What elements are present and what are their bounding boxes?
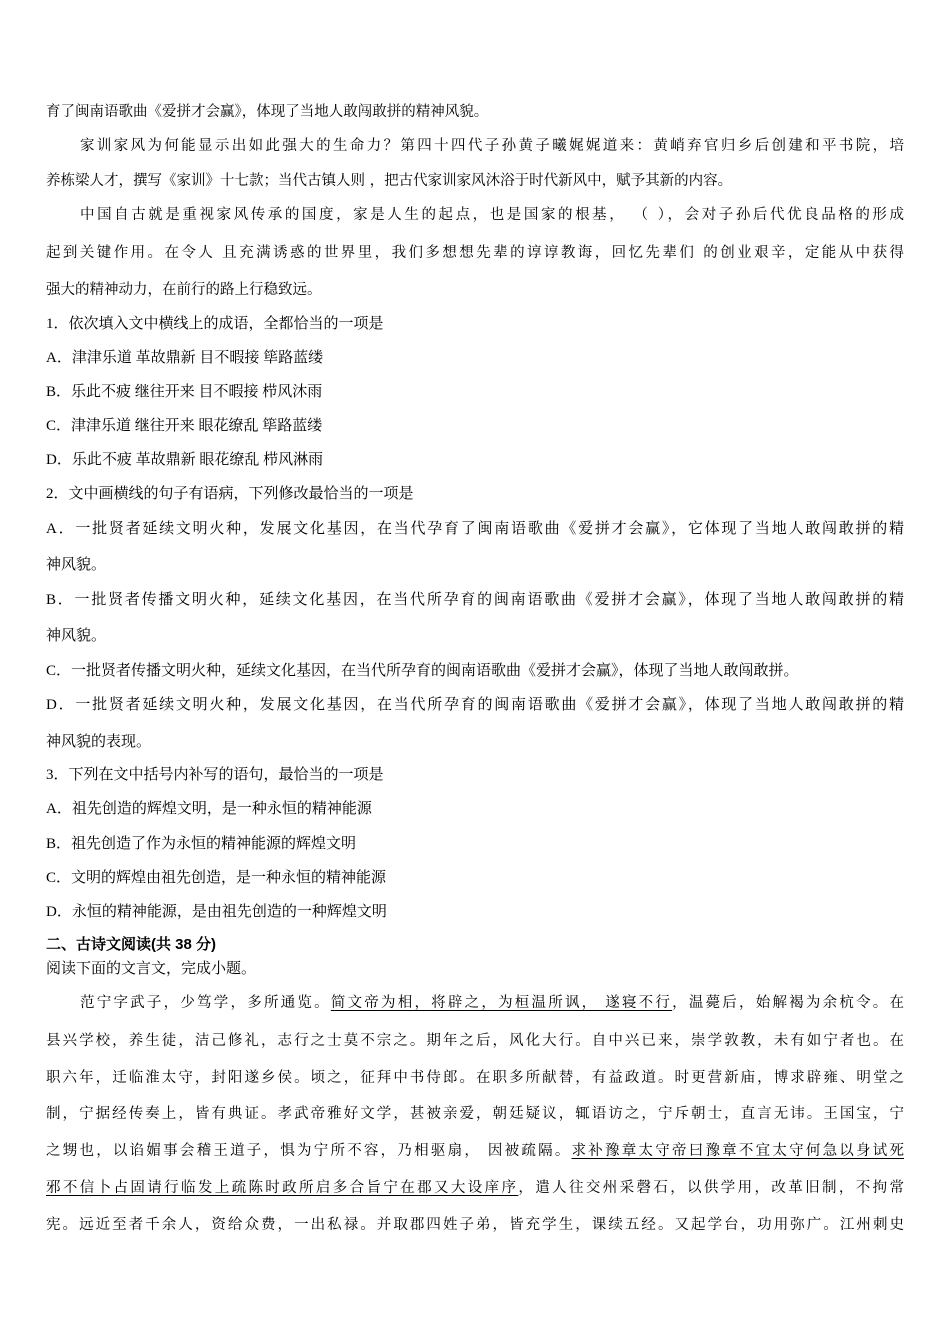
passage-line: 起到关键作用。在令人 且充满诱惑的世界里，我们多想想先辈的谆谆教诲，回忆先辈们 的创业艰辛，定能从中获得 xyxy=(46,245,904,261)
option-a: A．津津乐道 革故鼎新 目不暇接 筚路蓝缕 xyxy=(46,350,324,366)
section-heading: 二、古诗文阅读(共 38 分) xyxy=(46,936,217,953)
option-d-cont: 神风貌的表现。 xyxy=(46,734,152,750)
classical-text: ，遣人往交州采磬石，以供学用，改革旧制，不拘常 xyxy=(518,1180,904,1196)
option-b: B．一批贤者传播文明火种，延续文化基因，在当代所孕育的闽南语歌曲《爱拼才会赢》，体现了当地人敢闯敢拼的精 xyxy=(46,592,904,608)
option-a: A．一批贤者延续文明火种，发展文化基因，在当代孕育了闽南语歌曲《爱拼才会赢》，它体现了当地人敢闯敢拼的精 xyxy=(46,521,904,537)
classical-line: 宪。远近至者千余人，资给众费，一出私禄。并取郡四姓子弟，皆充学生，课续五经。又起学台，功用弥广。江州刺史 xyxy=(46,1217,904,1233)
classical-line xyxy=(46,1141,904,1161)
classical-line: 制，宁据经传奏上，皆有典证。孝武帝雅好文学，甚被亲爱，朝廷疑议，辄语访之，宁斥朝士，直言无讳。王国宝，宁 xyxy=(46,1106,904,1122)
classical-text: 之甥也，以谄媚事会稽王道子，惧为宁所不容，乃相驱扇， 因被疏隔。 xyxy=(46,1143,572,1159)
option-b: B．乐此不疲 继往开来 目不暇接 栉风沐雨 xyxy=(46,384,323,400)
option-b: B．祖先创造了作为永恒的精神能源的辉煌文明 xyxy=(46,836,357,852)
option-c: C．一批贤者传播文明火种，延续文化基因，在当代所孕育的闽南语歌曲《爱拼才会赢》，体现了当地人敢闯敢拼。 xyxy=(46,663,799,679)
option-d: D．一批贤者延续文明火种，发展文化基因，在当代所孕育的闽南语歌曲《爱拼才会赢》，体现了当地人敢闯敢拼的精 xyxy=(46,697,904,713)
classical-line xyxy=(46,1178,904,1198)
underlined-sentence: 邪不信卜占固请行临发上疏陈时政所启多合旨宁在郡又大设庠序 xyxy=(46,1180,519,1196)
section-instruction: 阅读下面的文言文，完成小题。 xyxy=(46,961,257,977)
option-c: C．津津乐道 继往开来 眼花缭乱 筚路蓝缕 xyxy=(46,418,323,434)
passage-line: 养栋梁人才，撰写《家训》十七款；当代古镇人则 ，把古代家训家风沐浴于时代新风中，赋予其新的内容。 xyxy=(46,173,733,189)
option-c: C．文明的辉煌由祖先创造，是一种永恒的精神能源 xyxy=(46,870,387,886)
question-stem: 2．文中画横线的句子有语病，下列修改最恰当的一项是 xyxy=(46,486,414,502)
classical-line: 县兴学校，养生徒，洁己修礼，志行之士莫不宗之。期年之后，风化大行。自中兴已来，崇学敦教，未有如宁者也。在 xyxy=(46,1033,904,1049)
classical-line xyxy=(80,993,904,1013)
classical-line: 职六年，迁临淮太守，封阳遂乡侯。顷之，征拜中书侍郎。在职多所献替，有益政道。时更营新庙，博求辟雍、明堂之 xyxy=(46,1070,904,1086)
underlined-sentence: 求补豫章太守帝曰豫章不宜太守何急以身试死 xyxy=(571,1143,905,1159)
option-b-cont: 神风貌。 xyxy=(46,628,107,644)
passage-line: 育了闽南语歌曲《爱拼才会赢》，体现了当地人敢闯敢拼的精神风貌。 xyxy=(46,104,489,120)
option-d: D．乐此不疲 革故鼎新 眼花缭乱 栉风淋雨 xyxy=(46,452,324,468)
passage-line: 中国自古就是重视家风传承的国度，家是人生的起点，也是国家的根基， （ ），会对子孙后代优良品格的形成 xyxy=(80,207,904,223)
option-d: D．永恒的精神能源，是由祖先创造的一种辉煌文明 xyxy=(46,904,387,920)
classical-text: ，温薨后，始解褐为余杭令。在 xyxy=(672,995,905,1011)
question-stem: 1．依次填入文中横线上的成语，全都恰当的一项是 xyxy=(46,316,384,332)
question-stem: 3．下列在文中括号内补写的语句，最恰当的一项是 xyxy=(46,767,384,783)
classical-text: 范宁字武子，少笃学，多所通览。 xyxy=(80,995,331,1011)
underlined-sentence: 简文帝为相，将辟之，为桓温所讽， 遂寝不行 xyxy=(330,995,673,1011)
option-a-cont: 神风貌。 xyxy=(46,557,107,573)
passage-line: 强大的精神动力，在前行的路上行稳致远。 xyxy=(46,282,322,298)
passage-line: 家训家风为何能显示出如此强大的生命力？第四十四代子孙黄子曦娓娓道来：黄峭弃官归乡后创建和平书院，培 xyxy=(80,138,904,154)
option-a: A．祖先创造的辉煌文明，是一种永恒的精神能源 xyxy=(46,801,372,817)
